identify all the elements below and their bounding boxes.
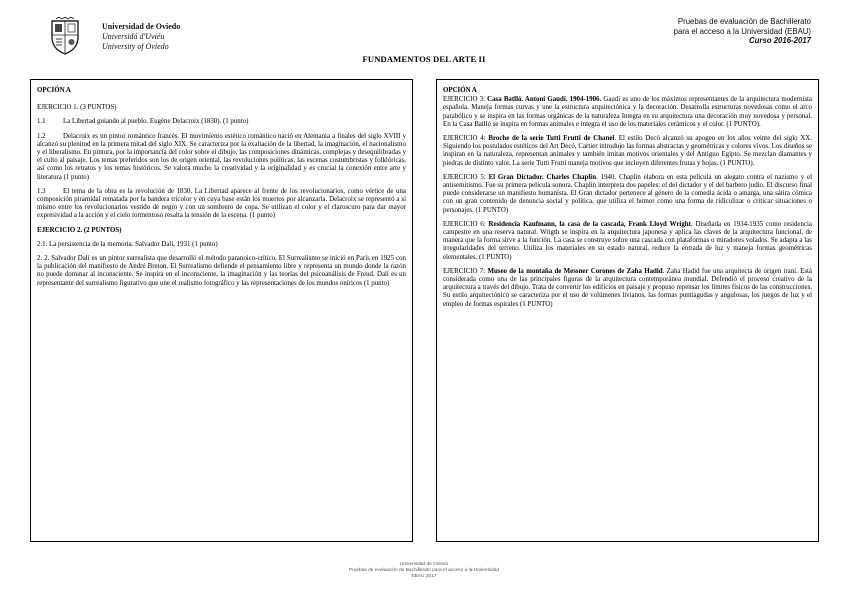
university-name-line: Universidá d'Uviéu [102,32,165,41]
answer-exercise-3 [443,96,812,129]
answer-text: . Diseñada en 1934-1935 como residencia campestre en una reserva natural. Wrigth se inspira en la arquitectura japonesa y aplica las claves de la arquitectura funcional, de manera que la forma sirve a la función. La casa se construye sobre una cascada con plataformas o miradores volados. Se adapta a las irregularidades del terreno. Utiliza los materiales en su estado natural, reduce la entrada de luz y maneja formas geométricas elementales. (1 PUNTO) [443,220,812,261]
answer-number: 1.3 [37,187,46,195]
exercise-1-title: EJERCICIO 1. (3 PUNTOS) [37,104,117,112]
answer-2-2: 2. 2. Salvador Dalí es un pintor surrealista que desarrolló el método paranoico-crítico. El Surrealismo se inició en París en 1925 con la publicación del manifiesto de André Breton. El Surrealismo defiende el pensamiento libre y representa un mundo donde la razón no puede dominar al inconsciente. Se inspira en el inconsciente, la imaginación y las teorías del psicoanálisis de Freud. Dalí es un representante del surrealismo figurativo que une el realismo fotográfico y las representaciones de los mundos oníricos (1 punto) [37,255,406,287]
answer-text: Delacroix es un pintor romántico francés. El movimiento estético romántico nació en Alemania a finales del siglo XVIII y alcanzó su plenitud en la primera mitad del siglo XIX. Se caracteriza por la exaltación de la libertad, la imaginación, el nacionalismo y el liberalismo. En pintura, por la importancia del color sobre el dibujo, las composiciones dinámicas, complejas y desequilibradas y el culto al paisaje. Los temas preferidos son los de origen oriental, las revoluciones políticas, las escenas costumbristas y folklóricas, así como los retratos y los temas históricos. Se valora mucho la creatividad y la originalidad y es crucial la conexión entre arte y literatura (1 punto) [37,132,406,181]
artwork-title: Museo de la montaña de Messner Corones de Zaha Hadid [487,267,663,275]
answer-exercise-5 [443,174,812,215]
university-name-line: University of Oviedo [102,42,169,51]
answer-text: La Libertad guiando al pueblo. Eugène Delacroix (1830). (1 punto) [63,118,249,126]
exercise-label: EJERCICIO 3: [443,96,485,104]
answer-text: Gaudí es uno de los máximos representantes de la arquitectura modernista española. Maneja formas curvas y une la estructura arquitectónica y la decoración. Desarrolla estructuras novedosas como el arco parabólico y se inspira en las formas orgánicas de la naturaleza Integra en su arquitectura una decoración muy novedosa y personal. En la Casa Batlló se inspira en formas animales e integra el uso de los materiales cerámicos y el color. (1 PUNTO). [443,96,812,128]
answer-exercise-6 [443,221,812,262]
exercise-label: EJERCICIO 6: [443,220,486,228]
exam-header-line: Pruebas de evaluación de Bachillerato [677,17,811,26]
left-answer-box [30,79,413,542]
answer-exercise-4 [443,135,812,168]
answer-1-2 [37,133,406,182]
footer-line: Pruebas de evaluación de Bachillerato para el acceso a la Universidad [348,568,500,574]
exercise-label: EJERCICIO 4: [443,135,486,143]
option-heading: OPCIÓN A [443,87,477,94]
answer-number: 1.1 [37,118,46,126]
answer-1-3 [37,188,406,221]
page-title: FUNDAMENTOS DEL ARTE II [362,54,486,64]
answer-1-1 [37,118,406,126]
artwork-title: Casa Batlló. Antoni Gaudí. 1904-1906. [487,96,602,104]
answer-text: . 1940. Chaplin elabora en esta película un alegato contra el nazismo y el antisemitismo. Fue su primera película sonora. Chaplin interpreta dos papeles: el del dictador y el del barbero judío. El discurso final puede considerarse un manifiesto humanista. El Gran dictador pertenece al género de la comedia ácida o amarga, una sátira cómica con un gran contenido de denuncia social y política, que utiliza el humor como una forma de ridiculizar o criticar situaciones o personajes. (1 PUNTO) [443,173,812,214]
footer-line: Universidad de Oviedo [399,562,449,567]
answer-text: El tema de la obra es la revolución de 1830. La Libertad aparece al frente de los revolucionarios, como vértice de una composición piramidal rematada por la bandera tricolor y en cuya base están los muertos por alcanzarla. Delacroix se representó a sí mismo entre los revolucionarios vestido de negro y con un sombrero de copa. Se utilizan el color y el claroscuro para dar mayor expresividad a la acción y el cielo tormentoso resalta la tensión de la escena. (1 punto) [37,187,406,220]
answer-exercise-7 [443,268,812,309]
exercise-label: EJERCICIO 5: [443,173,486,181]
artwork-title: El Gran Dictador. Charles Chaplin [488,173,597,181]
course-year: Curso 2016-2017 [749,36,811,46]
exam-header [674,17,811,46]
artwork-title: Residencia Kaufmann, la casa de la cascada, Frank Lloyd Wright [488,220,691,228]
exam-header-line: para el acceso a la Universidad (EBAU) [673,26,811,36]
university-crest-logo [48,17,82,55]
page-footer [0,562,848,581]
university-name-line: Universidad de Oviedo [102,22,181,31]
university-name [102,22,180,52]
answer-number: 1.2 [37,132,46,140]
right-answer-box [436,79,819,542]
answer-2-1: 2.1. La persistencia de la memoria. Salvador Dalí, 1931 (1 punto) [37,240,218,248]
artwork-title: Broche de la serie Tutti Frutti de Chanel [488,135,615,143]
answer-text: . Zaha Hadid fue una arquitecta de origen iraní. Está considerada como una de las principales figuras de la arquitectura contemporánea mundial. Defendió el proceso creativo de la arquitectura a través del dibujo. Trata de convertir los edificios en paisaje y propuso repensar los límites físicos de las construcciones. Su estilo arquitectónico se caracteriza por el uso de volúmenes livianos, las formas puntiagudas y angulosas, los juegos de luz y el empleo de formas espirales (1 PUNTO) [443,267,812,308]
option-heading: OPCIÓN A [37,87,71,94]
exercise-label: EJERCICIO 7: [443,267,486,275]
answer-text: . El estilo Decó alcanzó su apogeo en los años veinte del siglo XX. Siguiendo los postulados estéticos del Art Decó, Cartier introdujo las formas abstractas y geométricas y colores vivos. Los diseños se inspiran en la naturaleza, representan animales y también imitan motivos orientales y del Antiguo Egipto. Se mezclan diamantes y piedras de distinto valor. La serie Tutti Frutti maneja motivos que incluyen diferentes frutas y hojas. (1 PUNTO). [443,135,813,167]
exercise-2-title: EJERCICIO 2. (2 PUNTOS) [37,226,122,234]
footer-line: EBAU 2017 [411,574,437,580]
